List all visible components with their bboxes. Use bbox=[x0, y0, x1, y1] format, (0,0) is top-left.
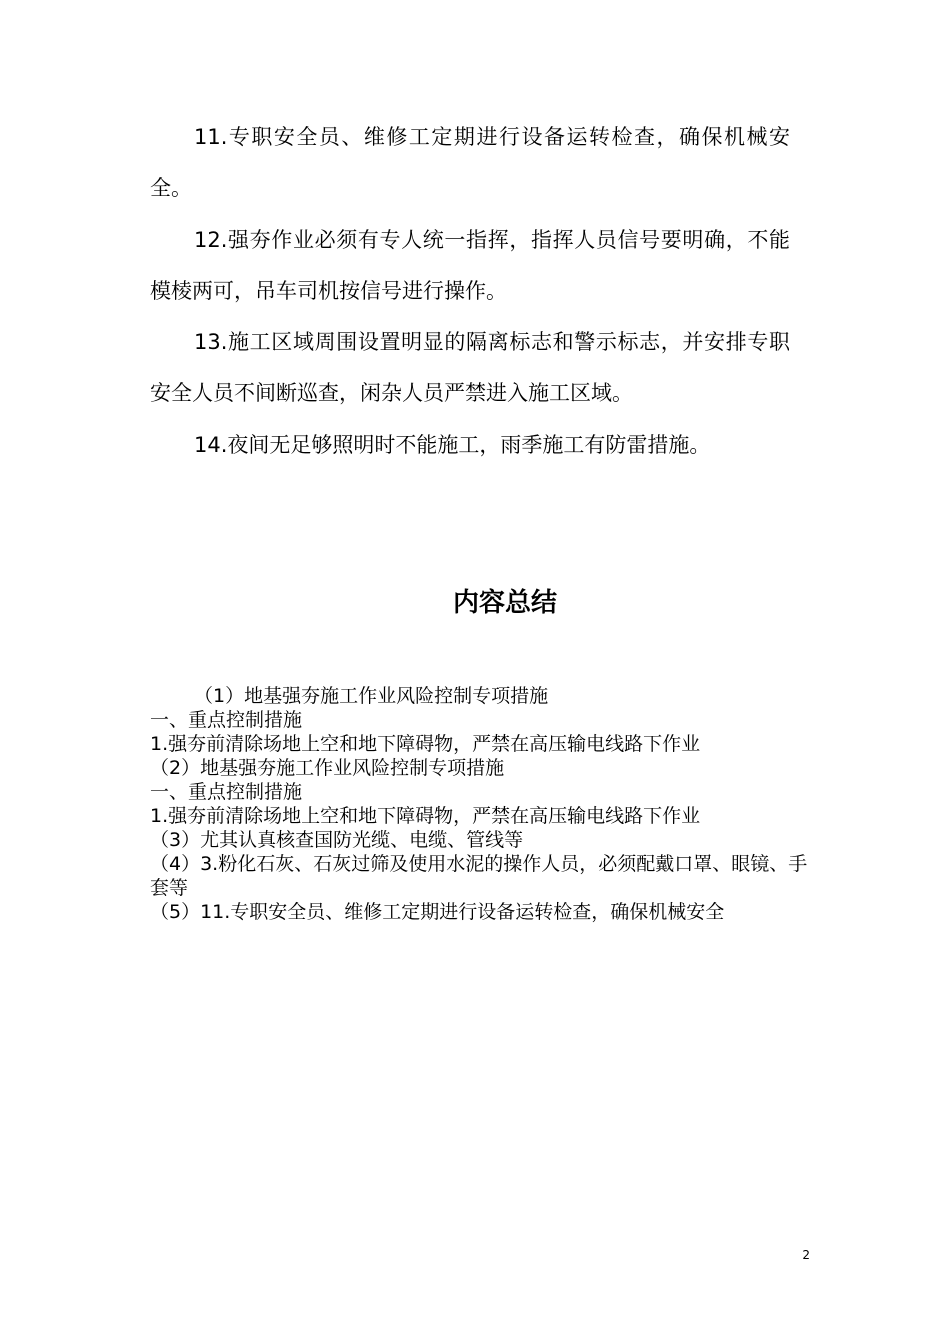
paragraph-12 bbox=[150, 215, 790, 317]
summary-line: 一、重点控制措施 bbox=[150, 781, 303, 803]
paragraph-12-text: 12.强夯作业必须有专人统一指挥，指挥人员信号要明确，不能模棱两可，吊车司机按信号进行操作。 bbox=[150, 228, 790, 303]
summary-line: （3）尤其认真核查国防光缆、电缆、管线等 bbox=[150, 829, 524, 851]
paragraph-14-text: 14.夜间无足够照明时不能施工，雨季施工有防雷措施。 bbox=[194, 433, 711, 457]
summary-line: （2）地基强夯施工作业风险控制专项措施 bbox=[150, 757, 505, 779]
paragraph-13-text: 13.施工区域周围设置明显的隔离标志和警示标志，并安排专职安全人员不间断巡查，闲杂人员严禁进入施工区域。 bbox=[150, 330, 790, 405]
paragraph-11 bbox=[150, 112, 790, 214]
summary-line: 1.强夯前清除场地上空和地下障碍物，严禁在高压输电线路下作业 bbox=[150, 733, 701, 755]
paragraph-14 bbox=[150, 420, 790, 471]
summary-line: 一、重点控制措施 bbox=[150, 709, 303, 731]
paragraph-11-text: 11.专职安全员、维修工定期进行设备运转检查，确保机械安全。 bbox=[150, 125, 790, 200]
summary-line: （1）地基强夯施工作业风险控制专项措施 bbox=[194, 685, 549, 707]
summary-line: 1.强夯前清除场地上空和地下障碍物，严禁在高压输电线路下作业 bbox=[150, 805, 701, 827]
page-number: 2 bbox=[802, 1248, 810, 1262]
summary-line: （4）3.粉化石灰、石灰过筛及使用水泥的操作人员，必须配戴口罩、眼镜、手套等 bbox=[150, 853, 808, 899]
summary-title: 内容总结 bbox=[452, 588, 557, 618]
summary-line: （5）11.专职安全员、维修工定期进行设备运转检查，确保机械安全 bbox=[150, 901, 725, 923]
paragraph-13 bbox=[150, 317, 790, 419]
summary-block bbox=[150, 684, 810, 924]
